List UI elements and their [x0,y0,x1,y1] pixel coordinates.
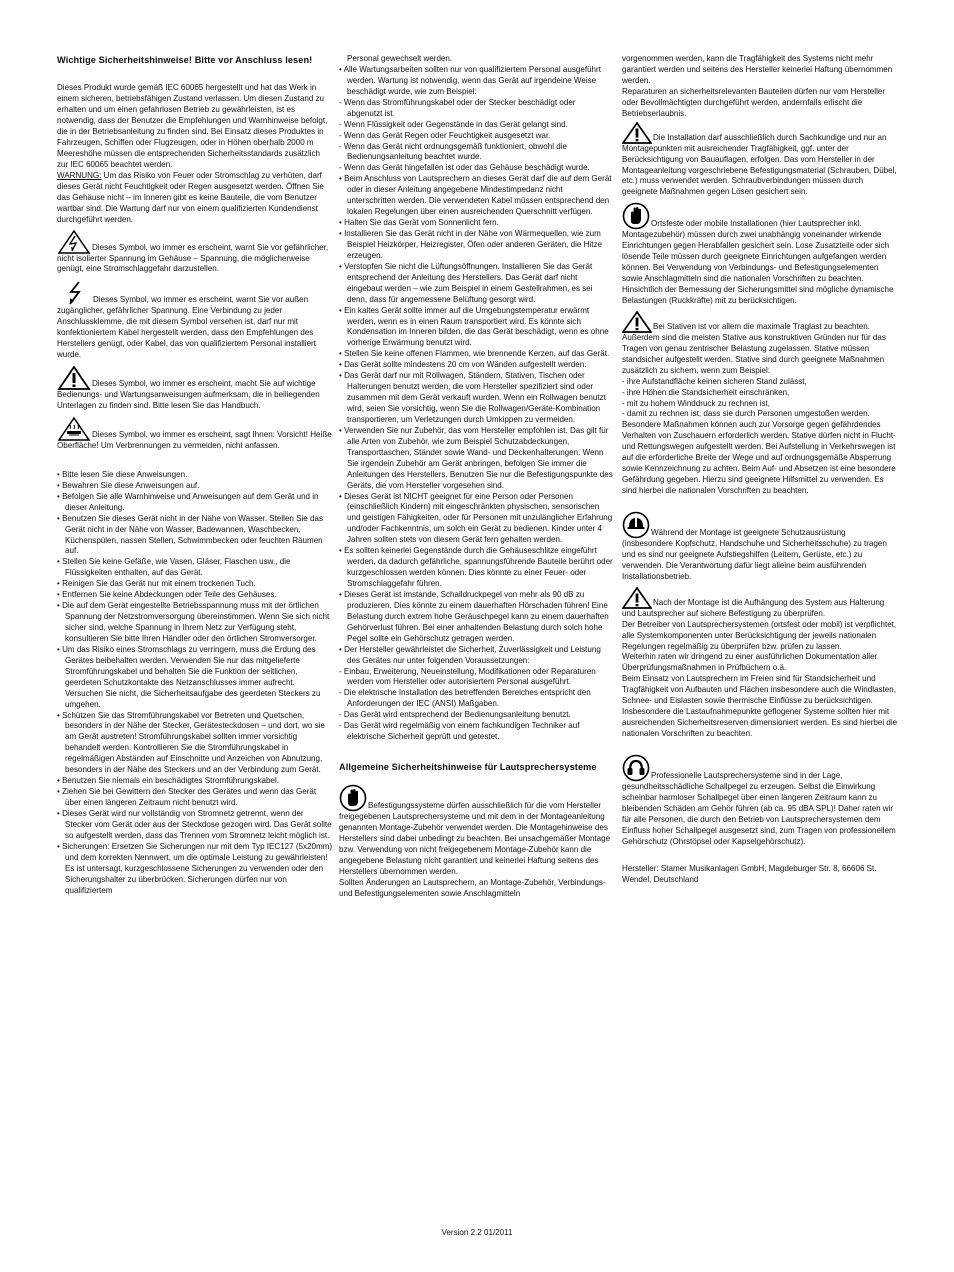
list-item: - Wenn das Gerät nicht ordnungsgemäß funktioniert, obwohl die Bedienungsanleitung beachtet wurde. [339,141,567,162]
list-item: • Das Gerät darf nur mit Rollwagen, Ständern, Stativen, Tischen oder Halterungen benutzt werden, die vom Hersteller spezifiziert sind oder zusammen mit dem Gerät verkauft wurden. Wenn ein Rollwagen benutzt wird, seien Sie vorsichtig, wenn Sie die Rollwagen/Geräte-Kombination transportieren, um Verletzungen durch Umkippen zu vermeiden. [339,371,606,424]
list-item: • Der Hersteller gewährleistet die Sicherheit, Zuverlässigkeit und Leistung des Gerätes nur unter folgenden Voraussetzungen: [339,644,601,665]
list-item: • Alle Wartungsarbeiten sollten nur von qualifiziertem Personal ausgeführt werden. Wartung ist notwendig, wenn das Gerät auf irgendeine Weise beschädigt wurde, wie zum Beispiel: [339,64,601,96]
list-item: • Bewahren Sie diese Anweisungen auf. [57,480,200,490]
symbol2-paragraph: Dieses Symbol, wo immer es erscheint, warnt Sie vor außen zugänglicher, gefährlicher Spannung. Eine Verbindung zu jeder Anschlussklemme, die mit diesem Symbol versehen ist, darf nur mit konfektioniertem Kabel hergestellt werden, dass den Empfehlungen des Herstellers genügt, oder Kabel, das von qualifiziertem Personal installiert wurde. [57,280,333,361]
list-item: • Beim Anschluss von Lautsprechern an dieses Gerät darf die auf dem Gerät oder in dieser Anleitung angegebene Mindestimpedanz nicht unterschritten werden. Die verwendeten Kabel müssen entsprechend den lokalen Regelungen über einen ausreichenden Querschnitt verfügen. [339,174,612,217]
list-item: - Wenn das Gerät Regen oder Feuchtigkeit ausgesetzt war. [339,130,551,140]
fastening-paragraph: Befestigungssysteme dürfen ausschließlich für die vom Hersteller freigegebenen Lautsprechersysteme und mit dem in der Montageanleitung genannten Montage-Zubehör verwendet werden. Die Montagehinweise des Herstellers sind dabei unbedingt zu beachten. Bei unsachgemäßer Montage bzw. Verwendung von nicht freigegebenem Montage-Zubehör kann die angegebene Belastung nicht garantiert und keinerlei Haftung seitens des Herstellers übernommen werden. [339,784,613,878]
column-3 [622,54,898,885]
lightning-bolt-icon [65,280,87,306]
installation-paragraph: Die Installation darf ausschließlich durch Sachkundige und nur an Montagepunkten mit ausreichender Tragfähigkeit, ggf. unter der Berücksichtigung von Bauauflagen, erfolgen. Das vom Hersteller in der Montageanleitung vorgeschriebene Befestigungsmaterial (Schrauben, Dübel, etc.) muss verwendet werden. Schraubverbindungen müssen durch geeignete Maßnahmen gegen Lösen gesichert sein. [622,122,898,199]
list-item: • Entfernen Sie keine Abdeckungen oder Teile des Gehäuses. [57,590,277,600]
outdoor-paragraph: Beim Einsatz von Lautsprechern im Freien sind für Standsicherheit und Tragfähigkeit von Aufbauten und Flächen insbesondere auch die Windlasten, Schnee- und Eislasten sowie thermische Einflüsse zu berücksichtigen. Insbesondere die Lastaufnahmepunkte geflogener Systeme sollten hier mit ausreichenden Sicherheitsreserven dimensioniert werden. Es sind hierbei die nationalen Vorschriften zu beachten. [622,674,898,738]
hand-stop-icon [339,784,367,812]
list-item: - ihre Höhen die Standsicherheit einschränken, [622,387,790,397]
list-item: • Dieses Gerät ist imstande, Schalldruckpegel von mehr als 90 dB zu produzieren. Dies könnte zu einem dauerhaften Hörschaden führen! Eine Belastung durch extrem hohe Geräuschpegel kann zu einem dauerhaften Gehörverlust führen. Bei einer anhaltenden Belastung durch solch hohe Pegel sollte ein Gehörschutz getragen werden. [339,589,609,643]
after-mounting-paragraph: Nach der Montage ist die Aufhängung des System aus Halterung und Lautsprecher auf sichere Befestigung zu überprüfen. [622,587,898,620]
exclamation-triangle-icon [622,311,652,333]
fixed-installations-paragraph: Ortsfeste oder mobile Installationen (hier Lautsprecher inkl. Montagezubehör) müssen durch zwei unabhängig voneinander wirkende Einrichtungen gegen Herabfallen gesichert sein. Lose Zusatzteile oder sich lösende Teile müssen durch geeignete Einrichtungen aufgefangen werden können. Bei Verwendung von Verbindungs- und Befestigungselementen sowie Anschlagmitteln sind die nationalen Vorschriften zu beachten. Hinsichtlich der Bemessung der Sicherungsmittel sind mögliche dynamische Belastungen (Ruckkräfte) mit zu berücksichtigen. [622,202,898,307]
list-item: • Installieren Sie das Gerät nicht in der Nähe von Wärmequellen, wie zum Beispiel Heizkörper, Heizregister, Öfen oder anderen Geräten, die Hitze erzeugen. [339,229,602,260]
intro-paragraph: Dieses Produkt wurde gemäß IEC 60065 hergestellt und hat das Werk in einem sicheren, betriebsfähigen Zustand verlassen. Um diesen Zustand zu erhalten und um einen gefahrlosen Betrieb zu gewährleisten, ist es notwendig, dass der Benutzer die Empfehlungen und Warnhinweise befolgt, die in der Betriebsanleitung zu finden sind. Bei Einsatz dieses Produktes in Fahrzeugen, Schiffen oder Flugzeugen, oder in Höhen oberhalb 2000 m Meereshöhe müssen die entsprechenden Sicherheitsstandards zusätzlich zur IEC 60065 beachtet werden. WARNUNG: Um das Risiko von Feuer oder Stromschlag zu verhüten, darf dieses Gerät nicht Feuchtigkeit oder Regen ausgesetzt werden. Öffnen Sie das Gehäuse nicht – im Inneren gibt es keine Bauteile, die vom Benutzer wartbar sind. Die Wartung darf nur von einem qualifizierten Kundendienst durchgeführt werden. [57,83,328,224]
continued-text: Personal gewechselt werden. [347,54,453,63]
list-item: - Die elektrische Installation des betreffenden Bereiches entspricht den Anforderungen der IEC (ANSI) Maßgaben. [339,688,591,709]
symbol1-paragraph: Dieses Symbol, wo immer es erscheint, warnt Sie vor gefährlicher, nicht isolierter Spannung im Gehäuse – Spannung, die möglicherweise genügt, eine Stromschlaggefahr darzustellen. [57,230,333,276]
column-2 [339,54,613,900]
safety-bullet-list [57,470,333,897]
list-item: - Wenn Flüssigkeit oder Gegenstände in das Gerät gelangt sind. [339,119,568,129]
operator-paragraph: Der Betreiber von Lautsprechersystemen (ortsfest oder mobil) ist verpflichtet, alle Systemkomponenten unter Berücksichtigung der jeweils nationalen Regelungen regelmäßig zu überprüfen bzw. prüfen zu lassen. [622,619,897,651]
list-item: • Stellen Sie keine Gefäße, wie Vasen, Gläser, Flaschen usw., die Flüssigkeiten enthalten, auf das Gerät. [57,557,291,578]
maintenance-list [339,65,613,743]
main-heading: Wichtige Sicherheitshinweise! Bitte vor Anschluss lesen! [57,55,313,65]
lightning-triangle-icon [57,230,91,254]
list-item: • Die auf dem Gerät eingestellte Betriebsspannung muss mit der örtlichen Spannung der Netzstromversorgung übereinstimmen. Wenn Sie sich nicht sicher sind, welche Spannung in Ihrem Netz zur Verfügung steht, konsultieren Sie bitte Ihren Händler oder den örtlichen Stromversorger. [57,601,330,643]
warning-label: WARNUNG: [57,170,102,180]
list-item: • Ein kaltes Gerät sollte immer auf die Umgebungstemperatur erwärmt werden, wenn es in einen Raum transportiert wird. Es könnte sich Kondensation im Inneren bilden, die das Gerät beschädigt, wenn es ohne vorherige Erwärmung benutzt wird. [339,305,609,348]
speaker-safety-heading: Allgemeine Sicherheitshinweise für Lautsprechersysteme [339,762,597,773]
list-item: - Einbau, Erweiterung, Neueinstellung, Modifikationen oder Reparaturen werden vom Hersteller oder autorisiertem Personal ausgeführt. [339,666,596,687]
list-item: • Um das Risiko eines Stromschlags zu verringern, muss die Erdung des Gerätes beibehalten werden. Verwenden Sie nur das mitgelieferte Stromführungskabel und behalten Sie die Funktion der seitlichen, geerdeten Schutzkontakte des Netzanschlusses immer aufrecht. Versuchen Sie nicht, die Sicherheitsaufgabe des geerdeten Steckers zu umgehen. [57,644,321,709]
exclamation-triangle-icon [57,366,91,390]
list-item: • Ziehen Sie bei Gewittern den Stecker des Gerätes und wenn das Gerät über einen längeren Zeitraum nicht benutzt wird. [57,787,317,808]
list-item: • Sicherungen: Ersetzen Sie Sicherungen nur mit dem Typ IEC127 (5x20mm) und dem korrekten Nennwert, um die optimale Leistung zu gewährleisten! Es ist untersagt, kurzgeschlossene Sicherungen zu verwenden oder den Sicherungshalter zu überbrücken. Sicherungen dürfen nur von qualifiziertem [57,841,333,895]
helmet-icon [622,511,650,539]
exclamation-triangle-icon [622,122,652,144]
list-item: - Das Gerät wird regelmäßig von einem fachkundigen Techniker auf elektrische Sicherheit geprüft und getestet. [339,721,580,742]
list-item: - ihre Aufstandfläche keinen sicheren Stand zulässt, [622,376,807,386]
protective-gear-paragraph: Während der Montage ist geeignete Schutzausrüstung (insbesondere Kopfschutz, Handschuhe und Sicherheitsschuhe) zu tragen und es sind nur geeignete Aufstiegshilfen (Leitern, Gerüste, etc.) zu verwenden. Die Verantwortung dafür liegt alleine beim ausführenden Installationsbetrieb. [622,511,898,583]
list-item: • Dieses Gerät ist NICHT geeignet für eine Person oder Personen (einschließlich Kindern) mit eingeschränkten physischen, sensorischen und geistigen Fähigkeiten, oder für Personen mit unzulänglicher Erfahrung und/oder Fachkenntnis, um solch ein Gerät zu bedienen. Kinder unter 4 Jahren sollten stets von diesem Gerät fern gehalten werden. [339,491,613,545]
repairs-paragraph: Reparaturen an sicherheitsrelevanten Bauteilen dürfen nur vom Hersteller oder Bevollmächtigten durchgeführt werden, andernfalls erlischt die Betriebserlaubnis. [622,86,886,118]
changes-paragraph: Sollten Änderungen an Lautsprechern, an Montage-Zubehör, Verbindungs- und Befestigungselementen sowie Anschlagmitteln [339,878,606,898]
list-item: - Wenn das Stromführungskabel oder der Stecker beschädigt oder abgenutzt ist. [339,97,576,118]
continued-text: vorgenommen werden, kann die Tragfähigkeit des Systems nicht mehr garantiert werden und seitens des Hersteller keinerlei Haftung übernommen werden. [622,54,893,85]
recommendation-paragraph: Weiterhin raten wir dringend zu einer ausführlichen Dokumentation aller Überprüfungsmaßnahmen in Prüfbüchern o.ä. [622,652,878,673]
version-footer: Version 2.2 01/2011 [441,1228,513,1237]
symbol4-paragraph: Dieses Symbol, wo immer es erscheint, sagt Ihnen: Vorsicht! Heiße Oberfläche! Um Verbrennungen zu vermeiden, nicht anfassen. [57,417,333,452]
list-item: - Wenn das Gerät hingefallen ist oder das Gehäuse beschädigt wurde. [339,163,590,173]
list-item: - mit zu hohem Winddruck zu rechnen ist, [622,398,771,408]
list-item: • Dieses Gerät wird nur vollständig von Stromnetz getrennt, wenn der Stecker vom Gerät oder aus der Steckdose gezogen wird. Das Gerät sollte so aufgestellt werden, dass das Trennen vom Stromnetz leicht möglich ist. [57,808,332,840]
manufacturer-address: Hersteller: Stamer Musikanlagen GmbH, Magdeburger Str. 8, 66606 St. Wendel, Deutschland [622,863,877,884]
list-item: • Es sollten keinerlei Gegenstände durch die Gehäuseschlitze eingeführt werden, da dadurch gefährliche, spannungsführende Bauteile berührt oder kurzgeschlossen werden können. Dies könnte zu einer Feuer- oder Stromschlaggefahr führen. [339,546,613,588]
list-item: • Halten Sie das Gerät vom Sonnenlicht fern. [339,218,499,228]
exclamation-triangle-icon [622,587,652,609]
list-item: • Das Gerät sollte mindestens 20 cm von Wänden aufgestellt werden. [339,360,587,370]
list-item: • Reinigen Sie das Gerät nur mit einem trockenen Tuch. [57,579,256,589]
list-item: • Benutzen Sie dieses Gerät nicht in der Nähe von Wasser. Stellen Sie das Gerät nicht in der Nähe von Wasser, Badewannen, Waschbecken, Küchenspülen, nassen Stellen, Schwimmbecken oder feuchten Räumen auf. [57,513,323,556]
column-1 [57,54,333,896]
list-item: • Befolgen Sie alle Warnhinweise und Anweisungen auf dem Gerät und in dieser Anleitung. [57,491,319,512]
list-item: • Bitte lesen Sie diese Anweisungen. [57,469,188,479]
list-item: • Schützen Sie das Stromführungskabel vor Betreten und Quetschen, besonders in der Nähe der Stecker, Gerätesteckdosen – und dort, wo sie am Gerät austreten! Stromführungskabel sollten immer vorsichtig behandelt werden. Kontrollieren Sie die Stromführungskabel in regelmäßigen Abständen auf Einschnitte und Anzeichen von Abnutzung, besonders in der Nähe des Steckers und an der Verbindung zum Gerät. [57,710,325,775]
list-item: - damit zu rechnen ist, dass sie durch Personen umgestoßen werden. [622,409,870,419]
list-item: • Stellen Sie keine offenen Flammen, wie brennende Kerzen, auf das Gerät. [339,349,610,359]
hearing-protection-paragraph: Professionelle Lautsprechersysteme sind in der Lage, gesundheitsschädliche Schallpegel zu erzeugen. Selbst die Einwirkung scheinbar harmloser Schallpegel über einen längeren Zeitraum kann zu bleibenden Schäden am Gehör führen (ab ca. 95 dBA SPL)! Daher raten wir für alle Personen, die durch den Betrieb von Lautsprechersystemen dem Einfluss hoher Schallpegel ausgesetzt sind, zum Tragen von professionellem Gehörschutz (Ohrstöpsel oder Kapselgehörschutz). [622,754,898,848]
hand-stop-icon [622,202,650,230]
list-item: • Verwenden Sie nur Zubehör, das vom Hersteller empfohlen ist. Das gilt für alle Arten von Zubehör, wie zum Beispiel Schutzabdeckungen, Transporttaschen, Ständer sowie Wand- und Deckenhalterungen. Wenn Sie irgendein Zubehör am Gerät anbringen, befolgen Sie immer die Anleitungen des Herstellers. Benutzen Sie nur die Befestigungspunkte des Geräts, die vom Hersteller vorgesehen sind. [339,425,613,490]
list-item: • Verstopfen Sie nicht die Lüftungsöffnungen. Installieren Sie das Gerät entsprechend der Anleitung des Herstellers. Das Gerät darf nicht eingebaut werden – wie zum Beispiel in einem Gestellrahmen, es sei denn, dass für angemessene Belüftung gesorgt wird. [339,261,593,304]
list-item: - Das Gerät wird entsprechend der Bedienungsanleitung benutzt. [339,710,571,720]
ear-protection-icon [622,754,650,782]
list-item: • Benutzen Sie niemals ein beschädigtes Stromführungskabel. [57,776,280,786]
special-measures-paragraph: Besondere Maßnahmen können auch zur Vorsorge gegen gefährdendes Verhalten von Zuschauern erforderlich werden. Stative dürfen nicht in Flucht- und Rettungswegen aufgestellt werden. Bei Aufstellung in Verkehrswegen ist auf die erforderliche Breite der Wege und auf ordnungsgemäße Absperrung sowie Kennzeichnung zu achten. Beim Auf- und Absetzen ist eine besondere Gefährdung gegeben. Hierzu sind geeignete Hilfsmittel zu verwenden. Es sind hierbei die nationalen Vorschriften zu beachten. [622,420,896,495]
hot-surface-icon [57,417,91,441]
stands-paragraph: Bei Stativen ist vor allem die maximale Traglast zu beachten. Außerdem sind die meisten Stative aus konstruktiven Gründen nur für das Tragen von genau zentrischer Belastung zugelassen. Stative müssen standsicher aufgestellt werden. Stative sind durch geeignete Maßnahmen zusätzlich zu sichern, wenn zum Beispiel: [622,311,898,377]
symbol3-paragraph: Dieses Symbol, wo immer es erscheint, macht Sie auf wichtige Bedienungs- und Wartungsanweisungen aufmerksam, die in beiliegenden Unterlagen zu finden sind. Bitte lesen Sie das Handbuch. [57,366,333,412]
